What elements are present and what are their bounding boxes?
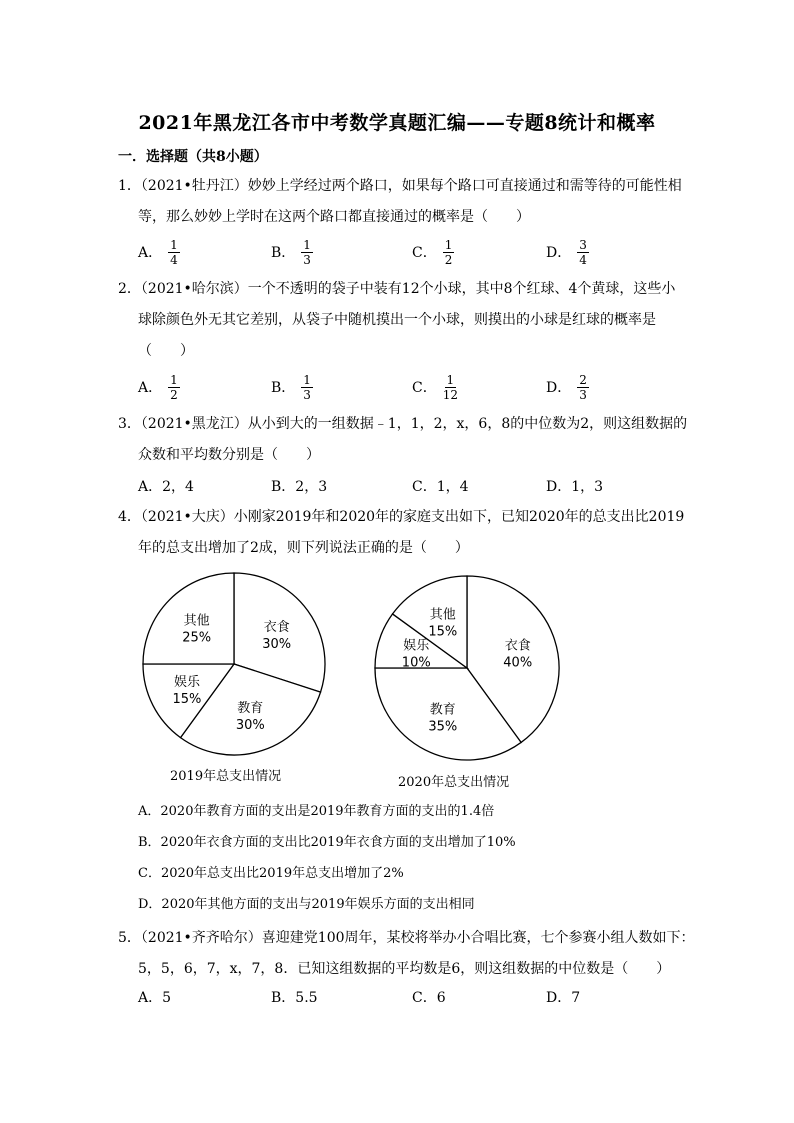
- pie-2019-label-1: 教育: [237, 701, 264, 717]
- pie-2019-label-2: 娱乐: [173, 674, 200, 690]
- option-d[interactable]: D． $\frac{2}{3}$: [546, 372, 587, 402]
- option-b[interactable]: B． $\frac{1}{3}$: [271, 372, 311, 402]
- question-5-line-1: 5．（2021•齐齐哈尔）喜迎建党100周年，某校将举办小合唱比赛，七个参赛小组人数如下：: [118, 930, 695, 946]
- question-1-line-1: 1．（2021•牡丹江）妙妙上学经过两个路口，如果每个路口可直接通过和需等待的可能性相: [118, 178, 682, 194]
- pie-2019-caption: 2019年总支出情况: [170, 769, 282, 784]
- pie-2019: [143, 573, 325, 755]
- question-3: [118, 409, 688, 471]
- pie-2019-label-3: 其他: [183, 613, 210, 629]
- option-a[interactable]: A．2，4: [138, 479, 194, 495]
- question-1-line-2: 等，那么妙妙上学时在这两个路口都直接通过的概率是（ ）: [138, 209, 530, 225]
- section-heading: 一．选择题（共8小题）: [118, 149, 268, 165]
- question-1-options: [138, 237, 698, 267]
- option-c[interactable]: C．6: [412, 990, 446, 1006]
- question-5-line-2: 5，5，6，7，x，7，8．已知这组数据的平均数是6，则这组数据的中位数是（ ）: [138, 961, 671, 977]
- page-title: 2021年黑龙江各市中考数学真题汇编——专题8统计和概率: [138, 112, 656, 134]
- fraction: $\frac{1}{4}$: [170, 237, 178, 267]
- option-c[interactable]: C． $\frac{1}{12}$: [412, 372, 458, 402]
- pie-charts: [0, 570, 794, 790]
- question-5: [118, 923, 695, 985]
- pie-2020-label-2: 娱乐: [403, 638, 430, 654]
- fraction: $\frac{3}{4}$: [579, 237, 587, 267]
- option-c[interactable]: C．1，4: [412, 479, 469, 495]
- pie-2020-caption: 2020年总支出情况: [398, 775, 510, 790]
- fraction: $\frac{1}{12}$: [442, 372, 458, 402]
- pie-2020-label-0: 衣食: [504, 638, 531, 654]
- pie-2020-value-0: 40%: [503, 655, 533, 671]
- question-2-line-1: 2．（2021•哈尔滨）一个不透明的袋子中装有12个小球，其中8个红球、4个黄球，这些小: [118, 281, 676, 297]
- option-c[interactable]: C．2020年总支出比2019年总支出增加了2%: [138, 866, 404, 881]
- question-2: [118, 274, 688, 367]
- pie-2020-value-2: 10%: [401, 655, 431, 671]
- fraction: $\frac{1}{3}$: [303, 237, 311, 267]
- pie-2019-value-3: 25%: [182, 630, 212, 646]
- question-5-options: [138, 982, 698, 1012]
- option-a[interactable]: A．5: [138, 990, 172, 1006]
- option-c[interactable]: C． $\frac{1}{2}$: [412, 237, 453, 267]
- question-4: [118, 502, 688, 564]
- pie-2020-value-1: 35%: [428, 719, 458, 735]
- option-d[interactable]: D．2020年其他方面的支出与2019年娱乐方面的支出相同: [138, 897, 475, 912]
- fraction: $\frac{1}{2}$: [170, 372, 178, 402]
- fraction: $\frac{1}{2}$: [444, 237, 453, 267]
- pie-2019-value-0: 30%: [262, 636, 292, 652]
- option-d[interactable]: D． $\frac{3}{4}$: [546, 237, 587, 267]
- question-4-line-2: 年的总支出增加了2成，则下列说法正确的是（ ）: [138, 540, 469, 556]
- question-3-options: [138, 471, 698, 501]
- question-2-options: [138, 372, 698, 402]
- pie-2020-value-3: 15%: [428, 624, 458, 640]
- pie-2019-value-2: 15%: [172, 691, 202, 707]
- option-b[interactable]: B．2020年衣食方面的支出比2019年衣食方面的支出增加了10%: [138, 835, 516, 850]
- question-3-line-2: 众数和平均数分别是（ ）: [138, 447, 320, 463]
- question-2-line-2: 球除颜色外无其它差别，从袋子中随机摸出一个小球，则摸出的小球是红球的概率是: [138, 312, 656, 328]
- option-b[interactable]: B．2，3: [271, 479, 328, 495]
- question-3-line-1: 3．（2021•黑龙江）从小到大的一组数据﹣1，1，2，x，6，8的中位数为2，则这组数据的: [118, 416, 688, 432]
- option-d[interactable]: D．1，3: [546, 479, 604, 495]
- pie-2019-value-1: 30%: [235, 718, 265, 734]
- question-1: [118, 171, 688, 233]
- option-b[interactable]: B．5.5: [271, 990, 318, 1006]
- question-2-line-3: （ ）: [138, 343, 194, 359]
- option-a[interactable]: A．2020年教育方面的支出是2019年教育方面的支出的1.4倍: [138, 804, 495, 819]
- fraction: $\frac{2}{3}$: [579, 372, 587, 402]
- option-a[interactable]: A． $\frac{1}{2}$: [138, 372, 178, 402]
- pie-2020: [375, 576, 559, 760]
- option-a[interactable]: A． $\frac{1}{4}$: [138, 237, 178, 267]
- pie-2020-label-3: 其他: [429, 607, 456, 623]
- question-4-line-1: 4．（2021•大庆）小刚家2019年和2020年的家庭支出如下，已知2020年的总支出比2019: [118, 509, 685, 525]
- pie-2019-label-0: 衣食: [263, 619, 290, 635]
- fraction: $\frac{1}{3}$: [303, 372, 311, 402]
- pie-2020-label-1: 教育: [429, 702, 456, 718]
- option-b[interactable]: B． $\frac{1}{3}$: [271, 237, 311, 267]
- option-d[interactable]: D．7: [546, 990, 581, 1006]
